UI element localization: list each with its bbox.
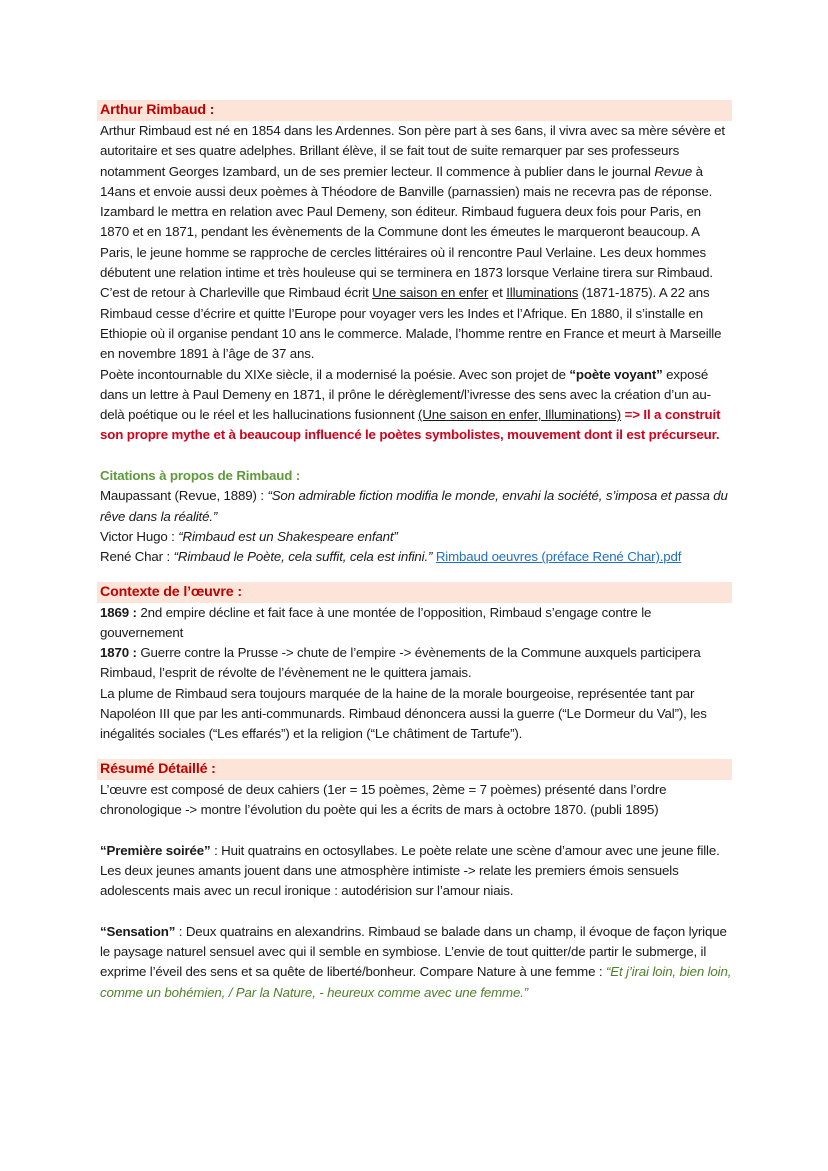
bio-text: (1871-1875). A 22 ans Rimbaud cesse d’écrire et quitte l’Europe pour voyager vers les Indes et l’Afrique. En 1880, il s’installe en Ethiopie où il organise pendant 10 ans le commerce. Malade, l’homme rentre en France et meurt à Marseille en novembre 1891 à l’âge de 37 ans. [100, 285, 722, 362]
context-text: Guerre contre la Prusse -> chute de l’empire -> évènements de la Commune auxquels participera Rimbaud, l’esprit de révolte de l’évènement ne le quittera jamais. [100, 645, 701, 681]
revue-title: Revue [654, 163, 693, 179]
poem-quote: “Et j’irai loin, bien loin, comme un bohémien, / Par la Nature, - heureux comme avec une femme.” [100, 964, 732, 1000]
citation-maupassant [100, 486, 732, 527]
citations-heading: Citations à propos de Rimbaud : [100, 468, 300, 484]
bio-text: Arthur Rimbaud est né en 1854 dans les Ardennes. Son père part à ses 6ans, il vivra avec sa mère sévère et autoritaire et ses quatre adelphes. Brillant élève, il se fait tout de suite remarquer par ses professeurs notamment Georges Izambard, un de ses premier lecteur. Il commence à publier dans le journal [100, 123, 725, 179]
works-reference: (Une saison en enfer, Illuminations) [418, 407, 622, 423]
poem-title: “Sensation” [100, 923, 176, 939]
work-title-saison: Une saison en enfer [372, 285, 489, 301]
bio-text: et [488, 285, 507, 301]
citation-quote: “Rimbaud est un Shakespeare enfant” [178, 528, 398, 544]
section-heading-rimbaud: Arthur Rimbaud : [97, 100, 732, 121]
poet-paragraph [100, 365, 732, 446]
citation-char [100, 547, 732, 567]
key-conclusion: => Il a construit son propre mythe et à beaucoup influencé le poètes symbolistes, mouvement dont il est précurseur. [100, 407, 721, 443]
poet-text: exposé dans un lettre à Paul Demeny en 1871, il prône le dérèglement/l’ivresse des sens avec la création d’un au-delà poétique ou le réel et les hallucinations fusionnent [100, 366, 711, 423]
citation-author: René Char : [100, 549, 174, 565]
work-title-illuminations: Illuminations [506, 285, 579, 301]
section-heading-contexte: Contexte de l’œuvre : [97, 582, 732, 603]
biography-paragraph [100, 121, 732, 365]
poet-text: Poète incontournable du XIXe siècle, il a modernisé la poésie. Avec son projet de [100, 366, 570, 382]
context-text: 2nd empire décline et fait face à une montée de l’opposition, Rimbaud s’engage contre le gouvernement [100, 604, 652, 640]
citation-quote: “Rimbaud le Poète, cela suffit, cela est infini.” [173, 549, 433, 565]
citation-hugo [100, 527, 732, 547]
poem-summary: : Huit quatrains en octosyllabes. Le poète relate une scène d’amour avec une jeune fille. Les deux jeunes amants jouent dans une atmosphère intimiste -> relate les premiers émois sensuels adolescents mais avec un recul ironique : autodérision sur l’amour niais. [100, 842, 720, 899]
poete-voyant-term: “poète voyant” [569, 366, 663, 382]
pdf-link[interactable]: Rimbaud oeuvres (préface René Char).pdf [435, 549, 682, 565]
context-plume: La plume de Rimbaud sera toujours marquée de la haine de la morale bourgeoise, représentée tant par Napoléon III que par les anti-communards. Rimbaud dénoncera aussi la guerre (“Le Dormeur du Val”), les inégalités sociales (“Les effarés”) et la religion (“Le châtiment de Tartufe”). [100, 685, 707, 742]
document-page [100, 100, 732, 1003]
context-1869 [100, 603, 732, 644]
section-heading-resume: Résumé Détaillé : [97, 759, 732, 780]
poem-premiere-soiree [100, 841, 732, 902]
year-label: 1870 : [100, 645, 137, 661]
citation-quote: “Son admirable fiction modifia le monde, envahi la société, s’imposa et passa du rêve dans la réalité.” [100, 488, 728, 524]
year-label: 1869 : [100, 604, 137, 620]
context-1870 [100, 643, 732, 684]
poem-summary: : Deux quatrains en alexandrins. Rimbaud se balade dans un champ, il évoque de façon lyrique le paysage naturel sensuel avec qui il semble en symbiose. L’envie de tout quitter/de partir le submerge, il exprime l’éveil des sens et sa quête de liberté/bonheur. Compare Nature à une femme : [100, 923, 727, 980]
bio-text: à 14ans et envoie aussi deux poèmes à Théodore de Banville (parnassien) mais ne recevra pas de réponse. Izambard le mettra en relation avec Paul Demeny, son éditeur. Rimbaud fuguera deux fois pour Paris, en 1870 et en 1871, pendant les évènements de la Commune dont les émeutes le marqueront beaucoup. A Paris, le jeune homme se rapproche de cercles littéraires où il rencontre Paul Verlaine. Les deux hommes débutent une relation intime et très houleuse qui se terminera en 1873 lorsque Verlaine tirera sur Rimbaud. C’est de retour à Charleville que Rimbaud écrit [100, 163, 713, 301]
citation-author: Maupassant (Revue, 1889) : [100, 488, 268, 504]
resume-intro: L’œuvre est composé de deux cahiers (1er = 15 poèmes, 2ème = 7 poèmes) présenté dans l’ordre chronologique -> montre l’évolution du poète qui les a écrits de mars à octobre 1870. (publi 1895) [100, 781, 667, 817]
citation-author: Victor Hugo : [100, 528, 179, 544]
poem-sensation [100, 922, 732, 1003]
poem-title: “Première soirée” [100, 842, 211, 858]
